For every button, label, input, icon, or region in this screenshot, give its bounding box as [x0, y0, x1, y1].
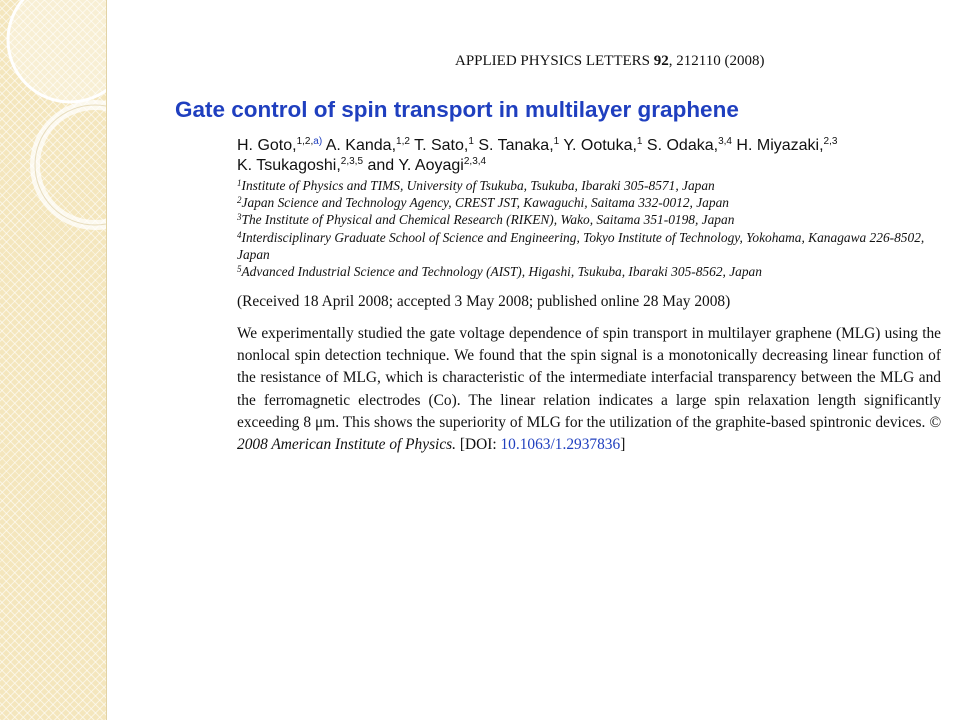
- copyright-notice: © 2008 American Institute of Physics.: [237, 413, 941, 454]
- author-affiliation: 2,3,4: [463, 156, 487, 167]
- author: K. Tsukagoshi,: [237, 157, 341, 174]
- affiliation: $^1$Institute of Physics and TIMS, University of Tsukuba, Tsukuba, Ibaraki 305-8571, Japan: [237, 178, 715, 193]
- slide-sidebar-decoration: [0, 0, 107, 720]
- journal-name: APPLIED PHYSICS LETTERS: [455, 53, 651, 69]
- author-affiliation: 1: [553, 136, 560, 147]
- affiliation-list: [237, 177, 937, 280]
- journal-volume: 92: [653, 53, 669, 69]
- author: H. Goto,: [237, 137, 297, 154]
- author: A. Kanda,: [322, 137, 397, 154]
- affiliation: $^5$Advanced Industrial Science and Technology (AIST), Higashi, Tsukuba, Ibaraki 305-8562, Japan: [237, 264, 762, 280]
- received-dates: (Received 18 April 2008; accepted 3 May 2008; published online 28 May 2008): [237, 293, 731, 310]
- author: Y. Ootuka,: [559, 137, 637, 154]
- abstract-body: We experimentally studied the gate voltage dependence of spin transport in multilayer graphene (MLG) using the nonlocal spin detection technique. We found that the spin signal is a monotonically decreasing linear function of the resistance of MLG, which is characteristic of the intermediate interfacial transparency between the MLG and the ferromagnetic electrodes (Co). The linear relation indicates a large spin relaxation length significantly exceeding 8 μm. This shows the superiority of MLG for the utilization of the graphite-based spintronic devices.: [237, 325, 941, 431]
- author-affiliation: 1,2: [396, 136, 410, 147]
- journal-header: [455, 53, 764, 70]
- author: H. Miyazaki,: [731, 137, 824, 154]
- paper-title: Gate control of spin transport in multilayer graphene: [175, 97, 739, 122]
- affiliation: $^2$Japan Science and Technology Agency, CREST JST, Kawaguchi, Saitama 332-0012, Japan: [237, 195, 729, 211]
- author-affiliation: 2,3,5: [340, 156, 364, 167]
- author-affiliation: 1: [468, 136, 474, 147]
- abstract: [237, 323, 941, 456]
- author: S. Odaka,: [642, 137, 719, 154]
- affiliation: $^3$The Institute of Physical and Chemical Research (RIKEN), Wako, Saitama 351-0198, Japan: [237, 212, 735, 228]
- journal-pages-year: , 212110 (2008): [668, 53, 765, 69]
- author-list: [237, 136, 937, 176]
- author-affiliation: 2,3: [823, 136, 838, 147]
- decorative-circles: [0, 0, 106, 720]
- doi-suffix: ]: [620, 436, 626, 454]
- author: T. Sato,: [409, 137, 469, 154]
- author: S. Tanaka,: [473, 137, 554, 154]
- author-affiliation: 1,2,a): [296, 136, 323, 147]
- doi-prefix: [DOI:: [459, 436, 501, 454]
- author-affiliation: 3,4: [718, 136, 732, 147]
- footnote-link[interactable]: a): [313, 136, 323, 147]
- doi-link[interactable]: 10.1063/1.2937836: [500, 436, 621, 454]
- affiliation: $^4$Interdisciplinary Graduate School of Science and Engineering, Tokyo Institute of Technology, Yokohama, Kanagawa 226-8502, Japan: [237, 229, 925, 262]
- author: and Y. Aoyagi: [363, 157, 464, 174]
- author-affiliation: 1: [636, 136, 643, 147]
